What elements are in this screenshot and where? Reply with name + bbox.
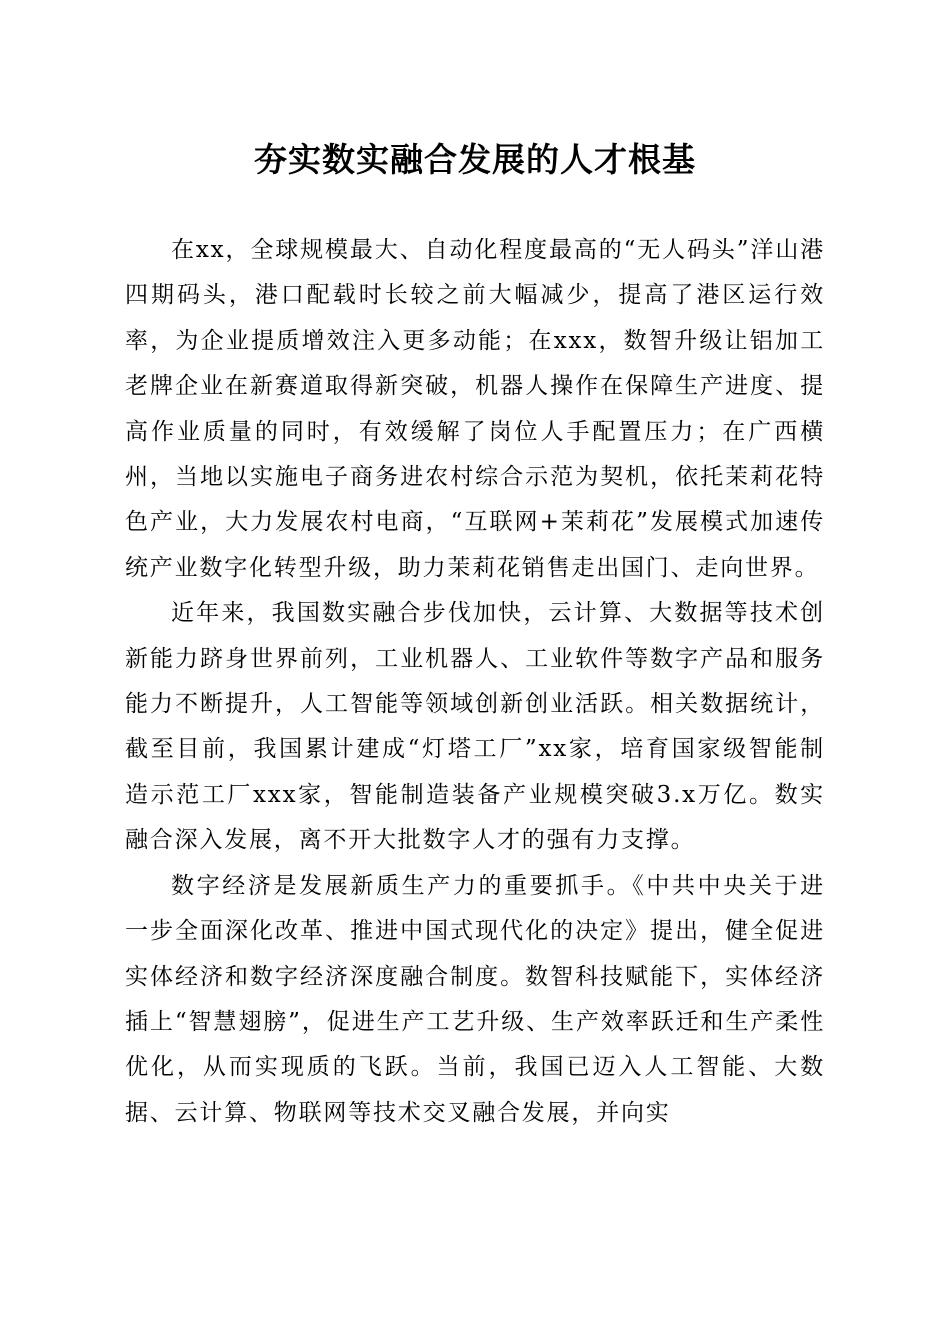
document-body — [125, 228, 825, 1136]
document-title: 夯实数实融合发展的人才根基 — [254, 140, 696, 179]
paragraph-2: 近年来，我国数实融合步伐加快，云计算、大数据等技术创新能力跻身世界前列，工业机器人、工业软件等数字产品和服务能力不断提升，人工智能等领域创新创业活跃。相关数据统计，截至目前，我国累计建成“灯塔工厂”xx家，培育国家级智能制造示范工厂xxx家，智能制造装备产业规模突破3.x万亿。数实融合深入发展，离不开大批数字人才的强有力支撑。 — [125, 600, 825, 854]
paragraph-1: 在xx，全球规模最大、自动化程度最高的“无人码头”洋山港四期码头，港口配载时长较之前大幅减少，提高了港区运行效率，为企业提质增效注入更多动能；在xxx，数智升级让铝加工老牌企业在新赛道取得新突破，机器人操作在保障生产进度、提高作业质量的同时，有效缓解了岗位人手配置压力；在广西横州，当地以实施电子商务进农村综合示范为契机，依托茉莉花特色产业，大力发展农村电商，“互联网+茉莉花”发展模式加速传统产业数字化转型升级，助力茉莉花销售走出国门、走向世界。 — [125, 237, 825, 581]
paragraph-3: 数字经济是发展新质生产力的重要抓手。《中共中央关于进一步全面深化改革、推进中国式现代化的决定》提出，健全促进实体经济和数字经济深度融合制度。数智科技赋能下，实体经济插上“智慧翅膀”，促进生产工艺升级、生产效率跃迁和生产柔性优化，从而实现质的飞跃。当前，我国已迈入人工智能、大数据、云计算、物联网等技术交叉融合发展，并向实 — [125, 872, 825, 1126]
